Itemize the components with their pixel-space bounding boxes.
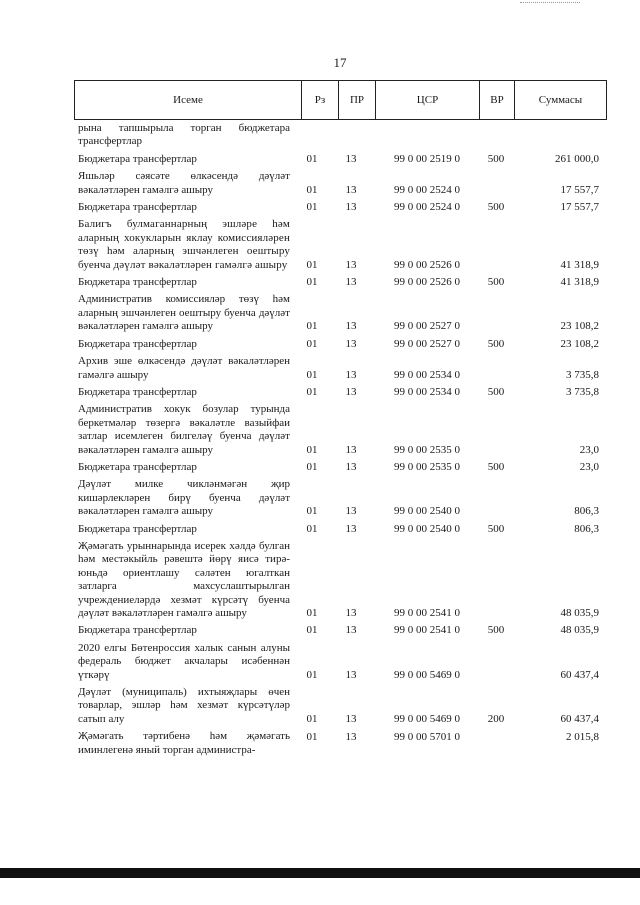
table-row: [74, 355, 607, 382]
row-name: Җәмәгать урыннарында исерек хәлдә булган һәм местәкыйль рәвештә йөрү яисә тирә-юньдә ориентлашу сәләтен югалткан затларга махсуслаштырылган учреждениеләрдә хезмәт күрсәтү буенча дәүләт вәкаләтләрен гамәлгә ашыру: [78, 539, 290, 619]
table-row: [74, 403, 607, 457]
row-sum: 23 108,2: [560, 337, 599, 350]
row-vr: 500: [487, 624, 505, 637]
table-row: [74, 686, 607, 726]
row-rz: 01: [306, 730, 318, 743]
row-name: 2020 елгы Бөтенроссия халык санын алуны федераль бюджет акчалары исәбеннән үткәрү: [78, 641, 290, 681]
row-name: Балигъ булмаганнарның эшләре һәм аларның хокукларын яклау комиссияләрен төзү һәм аларның эшчәнлеген оештыру буенча дәүләт вәкаләтләрен гамәлгә ашыру: [78, 218, 290, 271]
row-sum: 17 557,7: [560, 201, 599, 214]
row-rz: 01: [306, 183, 318, 196]
row-csr: 99 0 00 2535 0: [394, 443, 460, 456]
row-csr: 99 0 00 2526 0: [394, 258, 460, 271]
row-name: Бюджетара трансфертлар: [78, 276, 197, 289]
row-csr: 99 0 00 2526 0: [394, 276, 460, 289]
row-csr: 99 0 00 2524 0: [394, 183, 460, 196]
row-rz: 01: [306, 505, 318, 518]
row-pr: 13: [345, 276, 357, 289]
row-pr: 13: [345, 368, 357, 381]
row-pr: 13: [345, 337, 357, 350]
row-name: Җәмәгать тәртибенә һәм җәмәгать иминлегенә яный торган администра-: [78, 730, 290, 756]
row-pr: 13: [345, 152, 357, 165]
table-row: [74, 153, 607, 166]
table-row: [74, 338, 607, 351]
row-rz: 01: [306, 607, 318, 619]
table-row: [74, 170, 607, 197]
row-csr: 99 0 00 5701 0: [394, 730, 460, 743]
scan-footer-bar: [0, 868, 640, 878]
table-header: [74, 80, 607, 120]
header-sum: Суммасы: [538, 94, 583, 106]
header-name: Исеме: [173, 94, 203, 106]
row-pr: 13: [345, 201, 357, 214]
row-sum: 261 000,0: [555, 152, 599, 165]
row-csr: 99 0 00 2519 0: [394, 152, 460, 165]
row-pr: 13: [345, 183, 357, 196]
row-rz: 01: [306, 522, 318, 535]
row-name: Бюджетара трансфертлар: [78, 201, 197, 214]
row-vr: 500: [487, 385, 505, 398]
row-vr: 500: [487, 276, 505, 289]
row-vr: 200: [487, 712, 505, 725]
row-name: Бюджетара трансфертлар: [78, 385, 197, 398]
row-vr: 500: [487, 522, 505, 535]
table-row: [74, 642, 607, 682]
row-name: Дәүләт милке чикләнмәгән җир кишәрлекләрен бирү буенча дәүләт вәкаләтләрен гамәлгә ашыру: [78, 478, 290, 518]
table-row: [74, 461, 607, 474]
row-sum: 2 015,8: [566, 730, 599, 743]
table-row: [74, 201, 607, 214]
row-csr: 99 0 00 5469 0: [394, 668, 460, 681]
row-vr: 500: [487, 152, 505, 165]
row-rz: 01: [306, 337, 318, 350]
budget-table: [74, 80, 607, 757]
row-name: Административ комиссияләр төзү һәм аларның эшчәнлеген оештыру буенча дәүләт вәкаләтләрен гамәлгә ашыру: [78, 293, 290, 333]
row-sum: 17 557,7: [560, 183, 599, 196]
row-sum: 3 735,8: [566, 385, 599, 398]
row-rz: 01: [306, 443, 318, 456]
row-csr: 99 0 00 5469 0: [394, 712, 460, 725]
row-csr: 99 0 00 2524 0: [394, 201, 460, 214]
row-csr: 99 0 00 2535 0: [394, 460, 460, 473]
row-vr: 500: [487, 460, 505, 473]
row-rz: 01: [306, 624, 318, 637]
row-sum: 60 437,4: [560, 712, 599, 725]
row-sum: 3 735,8: [566, 368, 599, 381]
table-row: [74, 624, 607, 637]
row-rz: 01: [306, 276, 318, 289]
header-vr: ВР: [490, 94, 504, 106]
row-csr: 99 0 00 2534 0: [394, 368, 460, 381]
row-rz: 01: [306, 258, 318, 271]
header-rz: Рз: [314, 94, 326, 106]
row-pr: 13: [345, 522, 357, 535]
table-body: [74, 122, 607, 757]
row-pr: 13: [345, 624, 357, 637]
row-rz: 01: [306, 368, 318, 381]
row-pr: 13: [345, 385, 357, 398]
row-rz: 01: [306, 668, 318, 681]
row-csr: 99 0 00 2540 0: [394, 522, 460, 535]
row-sum: 48 035,9: [560, 624, 599, 637]
row-csr: 99 0 00 2540 0: [394, 505, 460, 518]
row-name: Яшьләр сәясәте өлкәсендә дәүләт вәкаләтләрен гамәлгә ашыру: [78, 170, 290, 196]
row-rz: 01: [306, 460, 318, 473]
row-rz: 01: [306, 385, 318, 398]
table-row: [74, 523, 607, 536]
table-row: [74, 730, 607, 757]
row-rz: 01: [306, 201, 318, 214]
table-row: [74, 478, 607, 518]
row-csr: 99 0 00 2541 0: [394, 624, 460, 637]
row-rz: 01: [306, 712, 318, 725]
row-sum: 23 108,2: [560, 320, 599, 333]
row-pr: 13: [345, 607, 357, 619]
scan-edge-mark: [520, 2, 580, 4]
row-name: рына тапшырыла торган бюджетара трансфертлар: [78, 122, 290, 148]
row-pr: 13: [345, 668, 357, 681]
row-sum: 60 437,4: [560, 668, 599, 681]
table-row: [74, 540, 607, 620]
header-csr: ЦСР: [416, 94, 439, 106]
row-rz: 01: [306, 152, 318, 165]
table-row: [74, 386, 607, 399]
row-sum: 806,3: [574, 522, 599, 535]
row-csr: 99 0 00 2527 0: [394, 320, 460, 333]
row-pr: 13: [345, 730, 357, 743]
page-number: 17: [333, 55, 347, 70]
row-csr: 99 0 00 2527 0: [394, 337, 460, 350]
row-name: Бюджетара трансфертлар: [78, 152, 197, 165]
row-sum: 48 035,9: [560, 607, 599, 619]
row-name: Дәүләт (муниципаль) ихтыяҗлары өчен товарлар, эшләр һәм хезмәт күрсәтүләр сатып алу: [78, 686, 290, 725]
row-pr: 13: [345, 443, 357, 456]
table-row: [74, 218, 607, 272]
table-row: [74, 276, 607, 289]
row-rz: 01: [306, 320, 318, 333]
row-sum: 41 318,9: [560, 276, 599, 289]
row-sum: 806,3: [574, 505, 599, 518]
table-row: [74, 122, 607, 149]
row-sum: 23,0: [579, 460, 599, 473]
table-row: [74, 293, 607, 333]
row-name: Бюджетара трансфертлар: [78, 337, 197, 350]
row-pr: 13: [345, 505, 357, 518]
row-pr: 13: [345, 258, 357, 271]
row-name: Бюджетара трансфертлар: [78, 624, 197, 637]
row-pr: 13: [345, 320, 357, 333]
row-name: Бюджетара трансфертлар: [78, 460, 197, 473]
row-sum: 23,0: [579, 443, 599, 456]
row-pr: 13: [345, 712, 357, 725]
row-name: Бюджетара трансфертлар: [78, 522, 197, 535]
row-sum: 41 318,9: [560, 258, 599, 271]
row-csr: 99 0 00 2541 0: [394, 607, 460, 619]
header-pr: ПР: [349, 94, 365, 106]
row-csr: 99 0 00 2534 0: [394, 385, 460, 398]
row-name: Архив эше өлкәсендә дәүләт вәкаләтләрен гамәлгә ашыру: [78, 355, 290, 381]
row-pr: 13: [345, 460, 357, 473]
row-name: Административ хокук бозулар турында беркетмәләр төзергә вәкаләтле вазыйфаи затлар исемлеген билгеләү буенча дәүләт вәкаләтләрен гамәлгә ашыру: [78, 403, 290, 456]
row-vr: 500: [487, 337, 505, 350]
row-vr: 500: [487, 201, 505, 214]
